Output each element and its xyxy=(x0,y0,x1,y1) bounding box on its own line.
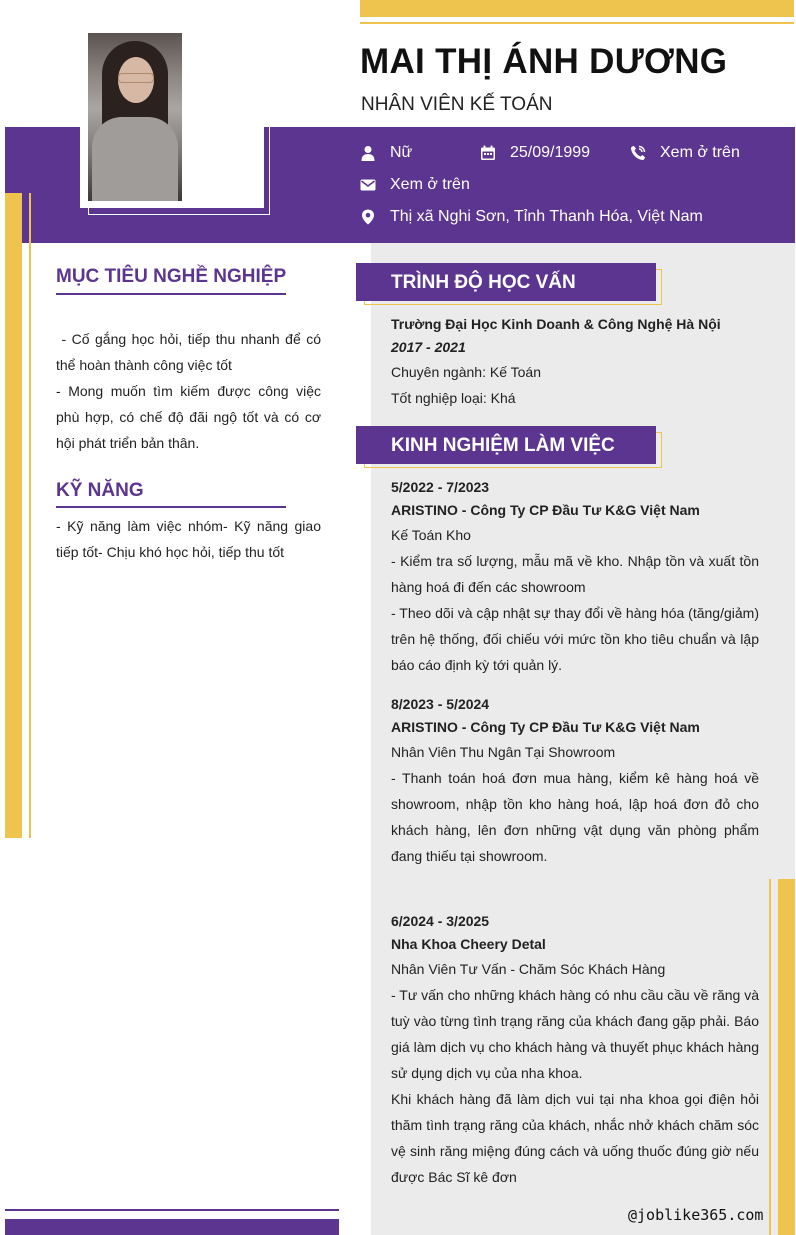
skills-heading: KỸ NĂNG xyxy=(56,480,144,501)
address-value: Thị xã Nghi Sơn, Tỉnh Thanh Hóa, Việt Nam xyxy=(390,208,703,225)
experience-heading: KINH NGHIỆM LÀM VIỆC xyxy=(356,426,656,464)
job-duty: - Kiểm tra số lượng, mẫu mã về kho. Nhập tồn và xuất tồn hàng hoá đi đến các showroom xyxy=(391,553,759,595)
experience-job xyxy=(391,693,759,869)
job-role: Nhân Viên Thu Ngân Tại Showroom xyxy=(391,744,616,760)
left-yellow-bar xyxy=(5,193,22,838)
gender-value: Nữ xyxy=(390,144,413,161)
objective-text xyxy=(56,326,325,456)
job-period: 6/2024 - 3/2025 xyxy=(391,913,490,929)
job-company: ARISTINO - Công Ty CP Đầu Tư K&G Việt Nam xyxy=(391,502,700,518)
objective-heading: MỤC TIÊU NGHỀ NGHIỆP xyxy=(56,266,287,287)
job-company: ARISTINO - Công Ty CP Đầu Tư K&G Việt Nam xyxy=(391,719,700,735)
job-duty: - Thanh toán hoá đơn mua hàng, kiểm kê hàng hoá về showroom, nhập tồn kho hàng hoá, lập hoá đơn đỏ cho khách hàng, lên đơn những vật dụng văn phòng phẩm đang thiếu tại showroom. xyxy=(391,770,759,864)
right-yellow-bar xyxy=(778,879,795,1235)
right-yellow-line xyxy=(769,879,771,1235)
job-period: 5/2022 - 7/2023 xyxy=(391,479,490,495)
job-role: Nhân Viên Tư Vấn - Chăm Sóc Khách Hàng xyxy=(391,961,666,977)
education-school: Trường Đại Học Kinh Doanh & Công Nghệ Hà Nội xyxy=(391,316,721,332)
contact-gender xyxy=(360,144,412,162)
job-company: Nha Khoa Cheery Detal xyxy=(391,936,546,952)
contact-address xyxy=(360,208,703,226)
candidate-name: MAI THỊ ÁNH DƯƠNG xyxy=(360,42,728,81)
left-yellow-line xyxy=(29,193,31,838)
job-role: Kế Toán Kho xyxy=(391,527,471,543)
education-grade: Tốt nghiệp loại: Khá xyxy=(391,390,516,406)
bottom-purple-line xyxy=(5,1209,339,1211)
experience-job xyxy=(391,910,759,1190)
job-period: 8/2023 - 5/2024 xyxy=(391,696,490,712)
location-pin-icon xyxy=(360,209,376,225)
top-yellow-line xyxy=(360,22,794,24)
job-duty: - Theo dõi và cập nhật sự thay đổi về hàng hóa (tăng/giảm) trên hệ thống, đối chiếu với mức tồn kho tiêu chuẩn và lập báo cáo định kỳ tới quản lý. xyxy=(391,605,759,673)
skills-text: - Kỹ năng làm việc nhóm- Kỹ năng giao tiếp tốt- Chịu khó học hỏi, tiếp thu tốt xyxy=(56,518,321,560)
experience-job xyxy=(391,476,759,678)
skills-heading-underline xyxy=(56,506,286,508)
profile-photo xyxy=(88,33,182,201)
education-heading: TRÌNH ĐỘ HỌC VẤN xyxy=(356,263,656,301)
envelope-icon xyxy=(360,177,376,193)
bottom-purple-bar xyxy=(5,1219,339,1235)
job-duty: Khi khách hàng đã làm dịch vui tại nha khoa gọi điện hỏi thăm tình trạng răng của khách, nhắc nhở khách chăm sóc vệ sinh răng miệng đúng cách và uống thuốc đúng giờ nếu được Bác Sĩ kê đơn xyxy=(391,1091,759,1185)
calendar-icon xyxy=(480,145,496,161)
phone-value: Xem ở trên xyxy=(660,144,740,161)
education-major: Chuyên ngành: Kế Toán xyxy=(391,364,541,380)
objective-line: - Cố gắng học hỏi, tiếp thu nhanh để có thể hoàn thành công việc tốt xyxy=(56,331,325,373)
birthdate-value: 25/09/1999 xyxy=(510,144,591,161)
objective-heading-underline xyxy=(56,293,286,295)
watermark: @joblike365.com xyxy=(628,1206,764,1224)
phone-icon xyxy=(630,145,646,161)
email-value: Xem ở trên xyxy=(390,176,470,193)
contact-email xyxy=(360,176,470,194)
education-years: 2017 - 2021 xyxy=(391,339,466,355)
user-icon xyxy=(360,145,376,161)
objective-line: - Mong muốn tìm kiếm được công việc phù hợp, có chế độ đãi ngộ tốt và có cơ hội phát triển bản thân. xyxy=(56,383,321,451)
job-title: NHÂN VIÊN KẾ TOÁN xyxy=(361,94,553,115)
top-yellow-bar xyxy=(360,0,794,17)
education-block xyxy=(391,313,759,411)
contact-phone xyxy=(630,144,740,162)
job-duty: - Tư vấn cho những khách hàng có nhu cầu cầu về răng và tuỳ vào từng tình trạng răng của khách đang gặp phải. Báo giá làm dịch vụ cho khách hàng và thuyết phục khách hàng sử dụng dịch vụ của nha khoa. xyxy=(391,987,759,1081)
contact-birthdate xyxy=(480,144,590,162)
